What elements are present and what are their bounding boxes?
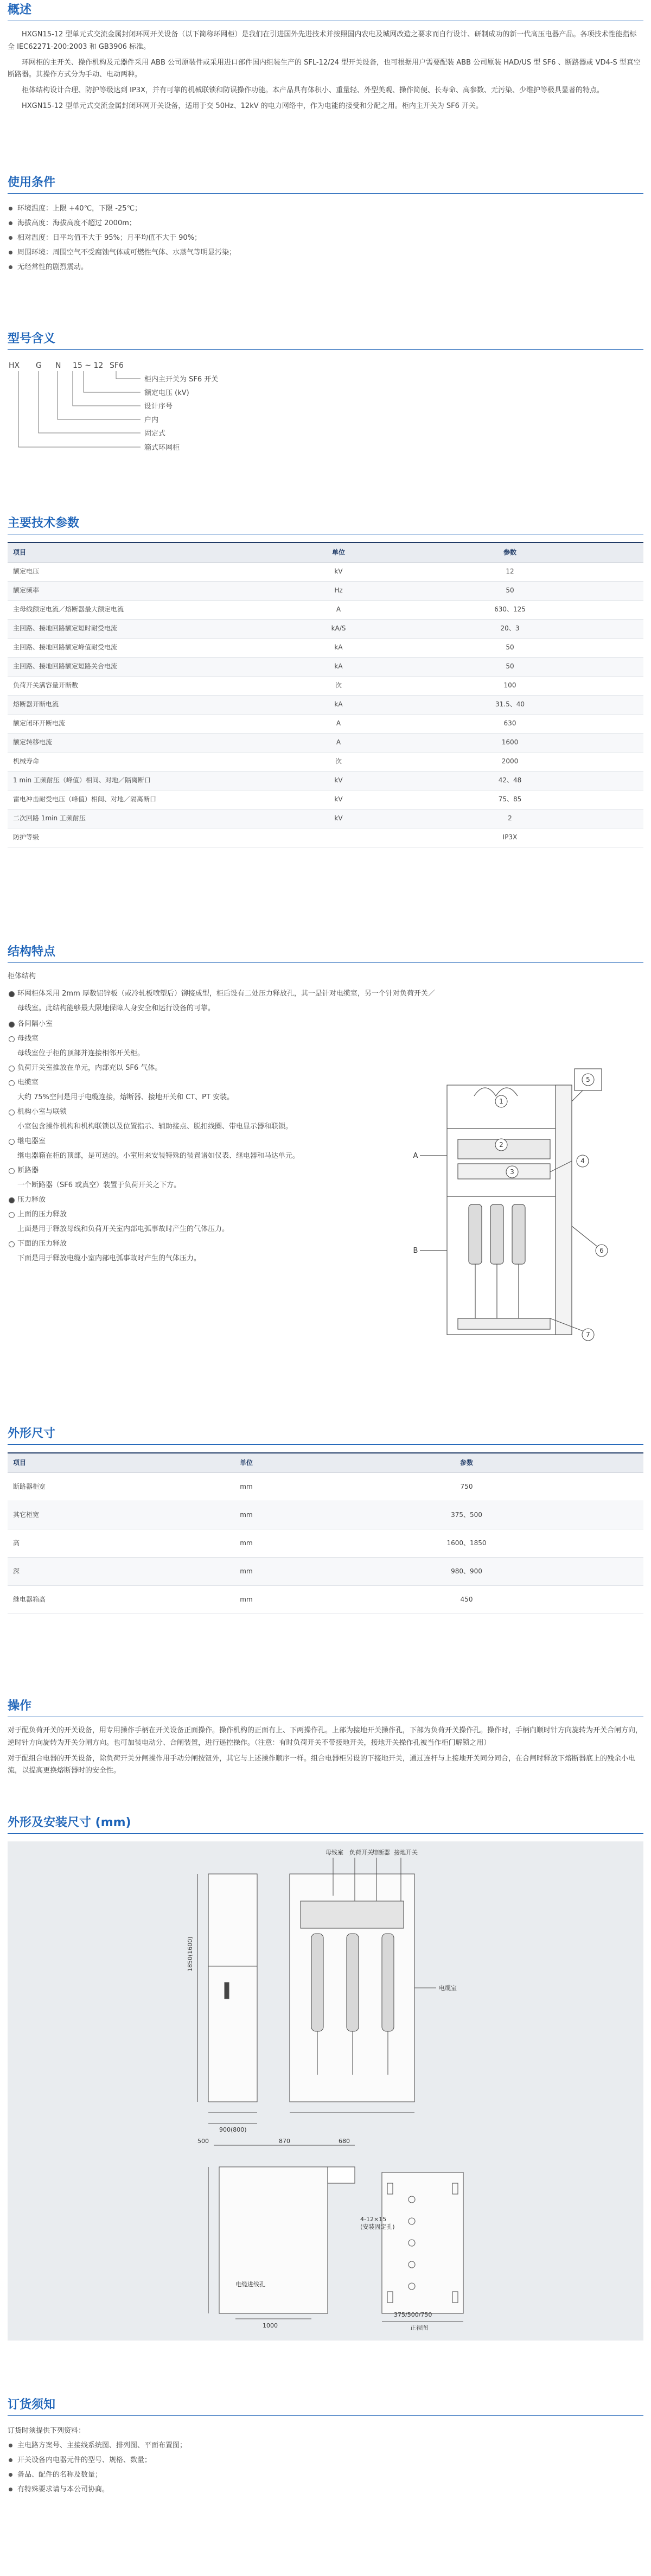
structure-item-desc: 一个断路器（SF6 或真空）装置于负荷开关之下方。 <box>17 1181 181 1189</box>
operation-paragraph: 对于配负荷开关的开关设备，用专用操作手柄在开关设备正面操作。操作机构的正面有上、下两操作孔。上部为接地开关操作孔，下部为负荷开关操作孔。操作时，手柄向顺时针方向旋转为开关合闸方向，逆时针方向旋转为开关分闸方向。也可加装电动分、合闸装置，进行遥控操作。（注意：有时负荷开关不带接地开关，接地开关操作孔被当作柜门解锁之用） <box>8 1726 643 1747</box>
list-item: 备品、配件的名称及数量； <box>8 2467 643 2482</box>
callout-label: 7 <box>586 1331 590 1338</box>
structure-item-label: 断路器 <box>8 1163 366 1178</box>
conditions-section <box>8 175 643 275</box>
table-cell <box>301 828 376 847</box>
table-cell: 额定频率 <box>8 581 301 600</box>
table-cell: 100 <box>376 676 643 695</box>
cabinet-outline <box>447 1085 572 1335</box>
list-item: 周围环境：周围空气不受腐蚀气体或可燃性气体、水蒸气等明显污染； <box>8 245 643 260</box>
table-cell: 630 <box>376 714 643 733</box>
list-item: 有特殊要求请与本公司协商。 <box>8 2482 643 2497</box>
table-cell: 20、3 <box>376 619 643 638</box>
drawing-label: 电缆室 <box>439 1985 457 1992</box>
table-cell: kV <box>301 790 376 809</box>
list-item: 开关设备内电器元件的型号、规格、数量； <box>8 2453 643 2467</box>
structure-item-label: 机构小室与联锁 <box>8 1105 366 1119</box>
structure-intro: 环网柜体采用 2mm 厚数铝锌板（或冷轧板喷塑后）铆接成型，柜后设有二处压力释放孔，其一是针对电缆室，另一个针对负荷开关／母线室。此结构能够最大限地保障人身安全和运行设备的可靠。 <box>8 986 436 1016</box>
table-cell: 深 <box>8 1557 203 1585</box>
drawing-label: 1850(1600) <box>187 1936 194 1972</box>
table-cell: 断路器柜宽 <box>8 1472 203 1501</box>
table-row <box>8 1472 643 1501</box>
table-cell: kA <box>301 657 376 676</box>
model-meaning: 额定电压 (kV) <box>144 389 189 397</box>
structure-item-label: 下面的压力释放 <box>8 1236 366 1251</box>
drawing-label: 熔断器 <box>372 1849 390 1856</box>
model-code-part: 15 ~ 12 <box>73 361 104 370</box>
table-cell: 50 <box>376 581 643 600</box>
cabinet-section-diagram <box>387 1063 626 1351</box>
table-cell: 主回路、接地回路额定峰值耐受电流 <box>8 638 301 657</box>
dimensions-section <box>8 1426 643 1614</box>
table-cell: 二次回路 1min 工频耐压 <box>8 809 301 828</box>
section-title: 结构特点 <box>8 945 56 959</box>
table-row <box>8 828 643 847</box>
overview-paragraph: 柜体结构设计合理、防护等级达到 IP3X，并有可靠的机械联锁和防误操作功能。本产品具有体积小、重量轻、外型美观、操作简便、长寿命、高参数、无污染、少维护等极具显著的特点。 <box>22 86 604 94</box>
table-cell: 750 <box>290 1472 643 1501</box>
table-row <box>8 1557 643 1585</box>
front-view-outline <box>208 1874 257 2102</box>
callout-label: 2 <box>499 1141 503 1149</box>
model-meaning: 箱式环网柜 <box>144 444 180 452</box>
specs-table <box>8 542 643 847</box>
section-title: 型号含义 <box>8 332 56 346</box>
table-row <box>8 809 643 828</box>
section-divider <box>8 1444 643 1445</box>
table-cell: kA/S <box>301 619 376 638</box>
dimensions-table-body <box>8 1472 643 1614</box>
drawing-label: 正视图 <box>410 2324 428 2331</box>
drawing-label: 680 <box>339 2138 350 2145</box>
drawing-label: 1000 <box>263 2322 278 2329</box>
callout-label: 1 <box>499 1098 503 1105</box>
model-meaning: 户内 <box>144 416 159 424</box>
table-row <box>8 1501 643 1529</box>
table-cell: 1600 <box>376 733 643 752</box>
section-title: 使用条件 <box>8 176 56 189</box>
table-cell: 额定转移电流 <box>8 733 301 752</box>
structure-item-desc: 大约 75%空间是用于电缆连接，熔断器、接地开关和 CT、PT 安装。 <box>17 1093 234 1101</box>
table-cell: 75、85 <box>376 790 643 809</box>
operation-section <box>8 1698 643 1781</box>
specs-section <box>8 515 643 847</box>
specs-table-body <box>8 562 643 847</box>
table-cell: 次 <box>301 752 376 771</box>
table-header: 项目 <box>8 543 301 562</box>
drawing-label: 电缆进线孔 <box>235 2281 265 2288</box>
model-meaning: 设计序号 <box>144 403 173 411</box>
table-row <box>8 600 643 619</box>
section-title: 主要技术参数 <box>8 517 80 530</box>
table-cell: mm <box>203 1501 290 1529</box>
callout-label: B <box>413 1247 418 1255</box>
model-code-diagram <box>8 358 311 477</box>
table-header: 参数 <box>376 543 643 562</box>
table-cell: 主回路、接地回路额定短时耐受电流 <box>8 619 301 638</box>
table-cell: 雷电冲击耐受电压（峰值）相间、对地／隔离断口 <box>8 790 301 809</box>
table-cell: IP3X <box>376 828 643 847</box>
section-title: 外形尺寸 <box>8 1427 56 1440</box>
table-cell: 50 <box>376 638 643 657</box>
table-cell: mm <box>203 1557 290 1585</box>
table-cell: 2 <box>376 809 643 828</box>
overview-paragraph: HXGN15-12 型单元式交流金属封闭环网开关设备（以下简称环网柜）是我们在引进国外先进技术并按照国内农电及城网改造之要求而自行设计、研制成功的新一代高压电器产品。各项技术性能指标全 IEC62271-200:2003 和 GB3906 标准。 <box>8 30 637 51</box>
table-header-row <box>8 543 643 562</box>
table-row <box>8 1585 643 1614</box>
side-view-outline <box>219 2167 328 2313</box>
drawing-label: 375/500/750 <box>394 2311 432 2318</box>
list-item: 环境温度：上限 +40℃，下限 -25℃； <box>8 201 643 216</box>
table-cell: 负荷开关满容量开断数 <box>8 676 301 695</box>
order-section <box>8 2397 643 2497</box>
list-item: 无经常性的剧烈震动。 <box>8 260 643 275</box>
table-cell: 熔断器开断电流 <box>8 695 301 714</box>
section-title: 订货须知 <box>8 2398 56 2412</box>
table-cell: 2000 <box>376 752 643 771</box>
model-code-part: SF6 <box>110 361 124 370</box>
table-cell: 额定电压 <box>8 562 301 581</box>
section-divider <box>8 2415 643 2416</box>
structure-item-label: 各间隔小室 <box>8 1017 366 1031</box>
structure-item-label: 继电器室 <box>8 1134 366 1149</box>
table-cell: 继电器箱高 <box>8 1585 203 1614</box>
section-title: 操作 <box>8 1699 32 1713</box>
table-cell: kV <box>301 562 376 581</box>
table-header: 单位 <box>203 1453 290 1472</box>
table-cell: kA <box>301 638 376 657</box>
table-row <box>8 1529 643 1557</box>
table-row <box>8 619 643 638</box>
model-code-part: N <box>55 361 61 370</box>
structure-item-desc: 小室包含操作机构和机构联锁以及位置指示、辅助接点、脱扣线圈、带电显示器和联锁。 <box>17 1122 293 1131</box>
structure-item-desc: 下面是用于释放电缆小室内部电弧事故时产生的气体压力。 <box>17 1254 201 1263</box>
structure-item-label: 压力释放 <box>8 1193 366 1207</box>
callout-label: 5 <box>586 1076 590 1083</box>
table-cell: 12 <box>376 562 643 581</box>
table-row <box>8 733 643 752</box>
drawing-label: 900(800) <box>219 2126 247 2133</box>
table-cell: 次 <box>301 676 376 695</box>
order-intro: 订货时须提供下列资料： <box>8 2427 86 2435</box>
table-cell: 主回路、接地回路额定短路关合电流 <box>8 657 301 676</box>
table-cell: 31.5、40 <box>376 695 643 714</box>
section-divider <box>8 962 643 963</box>
structure-item-label: 上面的压力释放 <box>8 1207 366 1222</box>
callout-label: 6 <box>599 1247 604 1254</box>
callout-label: 3 <box>510 1168 514 1176</box>
table-cell: 机械寿命 <box>8 752 301 771</box>
overview-paragraph: 环网柜的主开关、操作机构及元器件采用 ABB 公司原装件或采用进口部件国内组装生产的 SFL-12/24 型开关设备，也可根据用户需要配装 ABB 公司原装 HAD/US 型 SF6 、断路器或 VD4-S 型真空断路器。其操作方式分为手动、电动两种。 <box>8 58 641 79</box>
install-drawing-panel <box>8 1841 643 2341</box>
section-title: 外形及安装尺寸 (mm) <box>8 1816 131 1829</box>
table-row <box>8 790 643 809</box>
table-cell: kV <box>301 771 376 790</box>
callout-label: A <box>413 1152 418 1160</box>
table-cell: mm <box>203 1585 290 1614</box>
plan-view-outline <box>382 2172 463 2313</box>
table-cell: A <box>301 733 376 752</box>
structure-item-label: 负荷开关室推放在单元，内部充以 SF6 气体。 <box>8 1061 366 1075</box>
structure-item-label: 电缆室 <box>8 1075 366 1090</box>
table-cell: 主母线额定电流／熔断器最大额定电流 <box>8 600 301 619</box>
table-cell: 375、500 <box>290 1501 643 1529</box>
operation-paragraph: 对于配组合电器的开关设备，除负荷开关分闸操作用手动分闸按钮外，其它与上述操作顺序一样。组合电器柜另设的下接地开关，通过连杆与上接地开关同分同合，在合闸时释放下熔断器底上的残余小电流，以提高更换熔断器时的安全性。 <box>8 1754 636 1775</box>
install-section <box>8 1815 643 2341</box>
dimensions-table <box>8 1452 643 1614</box>
table-header-row <box>8 1453 643 1472</box>
drawing-label: 接地开关 <box>394 1849 418 1856</box>
structure-item-desc: 上面是用于释放母线和负荷开关室内部电弧事故时产生的气体压力。 <box>17 1225 229 1233</box>
table-cell: 其它柜宽 <box>8 1501 203 1529</box>
drawing-label: (安装固定孔) <box>360 2223 395 2230</box>
callout-label: 4 <box>580 1157 585 1165</box>
table-row <box>8 657 643 676</box>
table-cell: 630、125 <box>376 600 643 619</box>
list-item: 相对温度：日平均值不大于 95%；月平均值不大于 90%； <box>8 231 643 245</box>
drawing-label: 500 <box>197 2138 209 2145</box>
overview-paragraph: HXGN15-12 型单元式交流金属封闭环网开关设备，适用于交 50Hz、12kV 的电力网络中，作为电能的接受和分配之用。柜内主开关为 SF6 开关。 <box>22 101 483 110</box>
drawing-label: 4-12×15 <box>360 2216 387 2223</box>
table-cell: mm <box>203 1472 290 1501</box>
list-item: 主电路方案号、主接线系统图、排列图、平面布置图； <box>8 2438 643 2453</box>
table-row <box>8 695 643 714</box>
structure-item-label: 母线室 <box>8 1031 366 1046</box>
table-header: 项目 <box>8 1453 203 1472</box>
section-title: 概述 <box>8 3 32 17</box>
model-meaning: 柜内主开关为 SF6 开关 <box>144 375 219 384</box>
table-header: 单位 <box>301 543 376 562</box>
table-cell: mm <box>203 1529 290 1557</box>
table-row <box>8 771 643 790</box>
structure-intro-block <box>8 986 436 1016</box>
table-cell: Hz <box>301 581 376 600</box>
table-cell: A <box>301 714 376 733</box>
table-cell: 980、900 <box>290 1557 643 1585</box>
table-cell: 1 min 工频耐压（峰值）相间、对地／隔离断口 <box>8 771 301 790</box>
table-row <box>8 676 643 695</box>
section-divider <box>8 349 643 350</box>
structure-subtitle: 柜体结构 <box>8 972 36 980</box>
model-code-part: HX <box>9 361 20 370</box>
table-cell: 450 <box>290 1585 643 1614</box>
table-cell: 42、48 <box>376 771 643 790</box>
table-row <box>8 581 643 600</box>
section-divider <box>8 1833 643 1834</box>
table-row <box>8 714 643 733</box>
model-section <box>8 331 643 483</box>
model-meaning: 固定式 <box>144 430 166 438</box>
table-cell: kA <box>301 695 376 714</box>
install-drawing <box>8 1841 643 2341</box>
structure-list <box>8 1017 366 1266</box>
table-cell: kV <box>301 809 376 828</box>
overview-section <box>8 2 643 116</box>
table-cell: 额定闭环开断电流 <box>8 714 301 733</box>
list-item: 海拔高度：海拔高度不超过 2000m； <box>8 216 643 231</box>
table-cell: 防护等级 <box>8 828 301 847</box>
table-cell: A <box>301 600 376 619</box>
structure-item-desc: 母线室位于柜的顶部并连接相邻开关柜。 <box>17 1049 145 1057</box>
structure-item-desc: 继电器箱在柜的顶部，是可选的。小室用来安装特殊的装置诸如仪表、继电器和马达单元。 <box>17 1151 300 1160</box>
table-cell: 高 <box>8 1529 203 1557</box>
table-cell: 1600、1850 <box>290 1529 643 1557</box>
model-code-part: G <box>36 361 42 370</box>
table-header: 参数 <box>290 1453 643 1472</box>
order-list <box>8 2438 643 2497</box>
table-cell: 50 <box>376 657 643 676</box>
drawing-label: 870 <box>279 2138 290 2145</box>
table-row <box>8 562 643 581</box>
conditions-list <box>8 201 643 275</box>
table-row <box>8 752 643 771</box>
section-divider <box>8 193 643 194</box>
table-row <box>8 638 643 657</box>
drawing-label: 母线室 <box>326 1849 343 1856</box>
structure-section <box>8 944 643 1389</box>
drawing-label: 负荷开关 <box>349 1849 373 1856</box>
